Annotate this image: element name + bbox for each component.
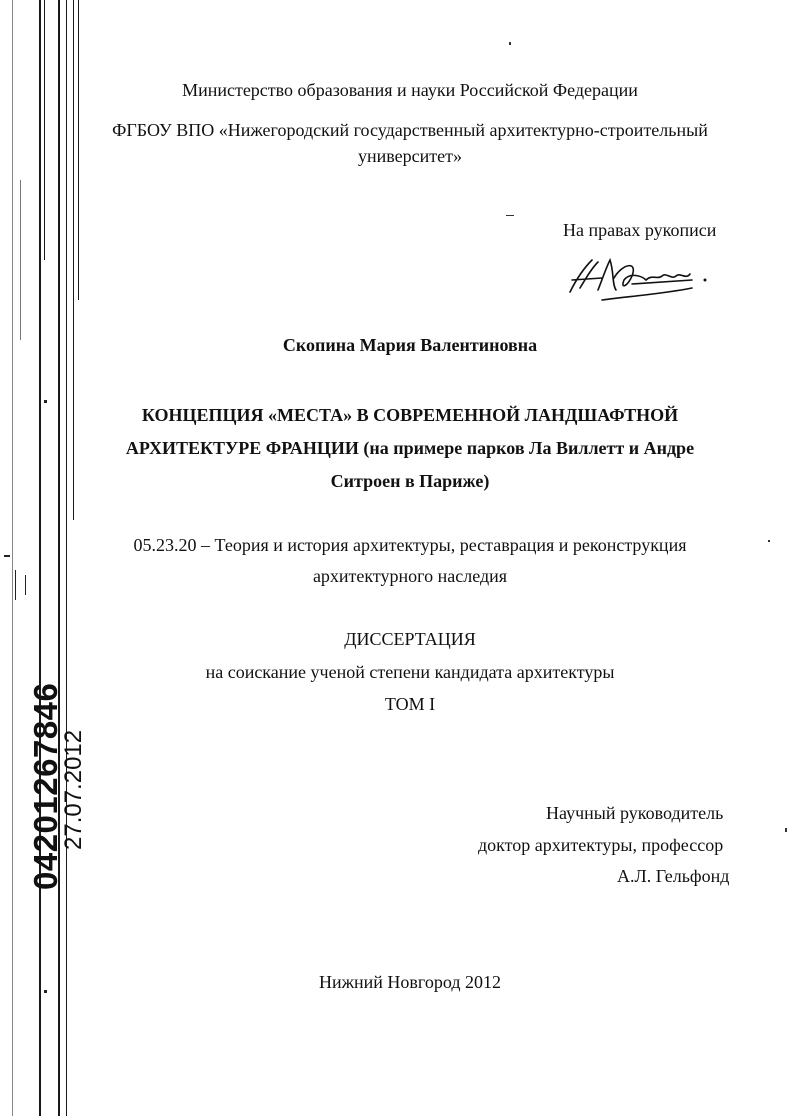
author-signature [562,250,712,310]
library-stamp-date: 27.07.2012 [60,729,87,850]
volume-label: ТОМ I [384,694,436,714]
dissertation-label: ДИССЕРТАЦИЯ [344,629,476,649]
specialty-line2: архитектурного наследия [312,566,508,586]
scan-margin-line [12,0,13,1116]
supervisor-title: доктор архитектуры, профессор [478,835,724,855]
ministry-name: Министерство образования и науки Российской Федерации [182,80,638,100]
manuscript-rights: На правах рукописи [563,220,717,240]
city-year: Нижний Новгород 2012 [318,972,502,992]
scan-speck [785,828,787,832]
scan-margin-line [58,0,60,1116]
dissertation-title-line2: АРХИТЕКТУРЕ ФРАНЦИИ (на примере парков Ла Виллетт и Андре [125,438,695,458]
author-name: Скопина Мария Валентиновна [282,335,538,355]
dissertation-title-line3: Ситроен в Париже) [330,471,490,491]
specialty-line1: 05.23.20 – Теория и история архитектуры, реставрация и реконструкция [133,535,687,555]
scan-margin-line [39,0,41,1116]
university-name-line2: университет» [358,146,462,166]
supervisor-role: Научный руководитель [546,803,724,823]
scan-margin-line [20,180,21,340]
university-name-line1: ФГБОУ ВПО «Нижегородский государственный архитектурно-строительный [112,120,708,140]
scan-speck [44,400,47,403]
scan-speck [506,215,514,216]
scan-margin-line [66,0,67,1116]
library-stamp-number: 04201267846 [27,682,64,890]
dissertation-title-line1: КОНЦЕПЦИЯ «МЕСТА» В СОВРЕМЕННОЙ ЛАНДШАФТНОЙ [141,405,679,425]
supervisor-name: А.Л. Гельфонд [617,866,730,886]
scan-speck [509,42,511,45]
degree-statement: на соискание ученой степени кандидата архитектуры [205,662,615,682]
